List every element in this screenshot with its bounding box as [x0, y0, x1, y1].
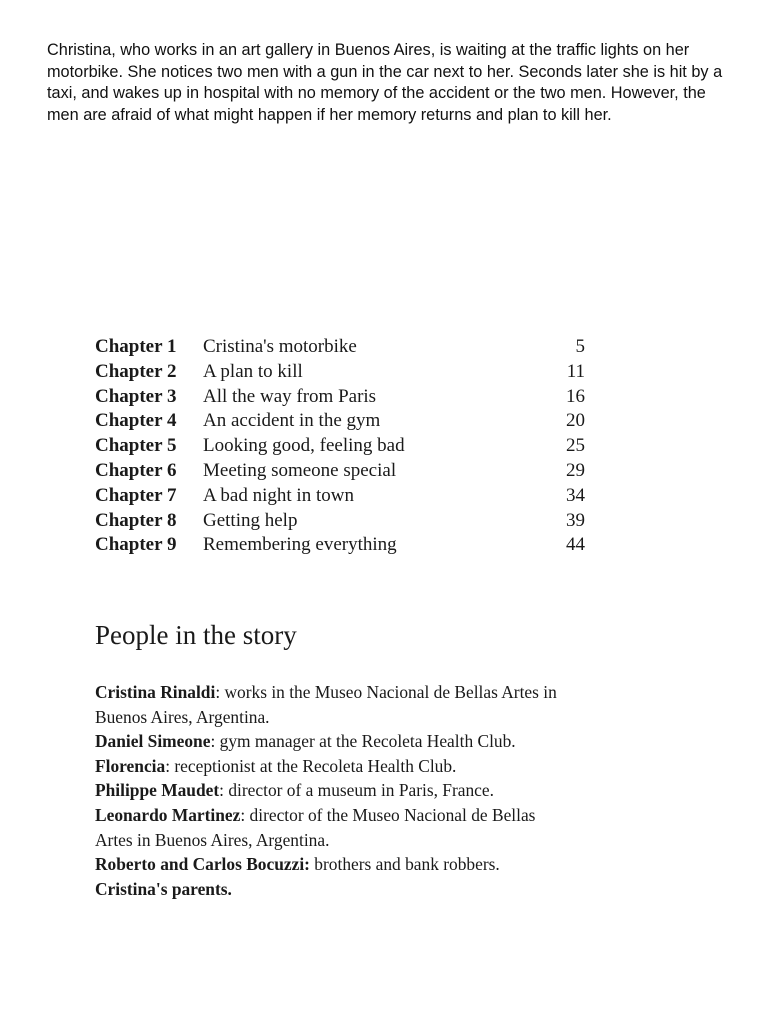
- toc-chapter-number: Chapter 3: [95, 385, 177, 407]
- toc-chapter-number: Chapter 5: [95, 435, 177, 457]
- toc-chapter-number: Chapter 2: [95, 360, 177, 382]
- people-list: [95, 680, 575, 901]
- toc-row: [95, 509, 585, 534]
- person-description: brothers and bank robbers.: [309, 854, 500, 875]
- person-entry: [95, 803, 575, 852]
- toc-row: [95, 533, 585, 558]
- person-description: : gym manager at the Recoleta Health Club.: [210, 731, 516, 752]
- toc-chapter-number: Chapter 1: [95, 336, 177, 357]
- person-description: : director of a museum in Paris, France.: [219, 780, 494, 801]
- toc-row: [95, 459, 585, 484]
- toc-chapter-number: Chapter 4: [95, 410, 177, 432]
- person-entry: [95, 680, 575, 729]
- toc-page-number: 20: [566, 410, 585, 432]
- toc-chapter-number: Chapter 7: [95, 484, 177, 506]
- person-entry: [95, 778, 575, 803]
- toc-chapter-title: Looking good, feeling bad: [203, 435, 405, 457]
- person-name: Cristina Rinaldi: [95, 682, 216, 702]
- person-name: Philippe Maudet: [95, 780, 220, 801]
- toc-page-number: 5: [575, 336, 585, 357]
- toc-chapter-title: A plan to kill: [203, 360, 303, 382]
- toc-page-number: 34: [566, 484, 585, 506]
- toc-page-number: 25: [566, 435, 585, 457]
- person-description: : director of the Museo Nacional de Bellas Artes in Buenos Aires, Argentina.: [95, 804, 536, 850]
- intro-paragraph: Christina, who works in an art gallery in Buenos Aires, is waiting at the traffic lights on her motorbike. She notices two men with a gun in the car next to her. Seconds later she is hit by a taxi, and wakes up in hospital with no memory of the accident or the two men. However, the men are afraid of what might happen if her memory returns and plan to kill her.: [47, 41, 723, 124]
- person-entry: [95, 877, 575, 902]
- person-entry: [95, 729, 575, 754]
- person-description: : receptionist at the Recoleta Health Club.: [165, 755, 457, 776]
- person-name: Leonardo Martinez: [95, 804, 241, 825]
- toc-row: [95, 409, 585, 434]
- toc-page-number: 11: [566, 360, 585, 382]
- person-name: Florencia: [95, 755, 166, 776]
- person-name: Roberto and Carlos Bocuzzi:: [95, 854, 310, 875]
- person-name: Cristina's parents.: [95, 878, 232, 899]
- toc-row: [95, 360, 585, 385]
- person-description: : works in the Museo Nacional de Bellas Artes in Buenos Aires, Argentina.: [95, 682, 557, 727]
- toc-page-number: 44: [566, 534, 585, 556]
- toc-chapter-number: Chapter 6: [95, 459, 177, 481]
- toc-page-number: 29: [566, 459, 585, 481]
- toc-chapter-title: Meeting someone special: [203, 459, 397, 481]
- toc-chapter-title: A bad night in town: [203, 484, 354, 506]
- person-name: Daniel Simeone: [95, 731, 211, 752]
- toc-chapter-title: Getting help: [203, 509, 298, 531]
- toc-row: [95, 434, 585, 459]
- table-of-contents: [95, 335, 585, 558]
- toc-chapter-title: An accident in the gym: [203, 410, 381, 432]
- people-heading: People in the story: [95, 620, 297, 650]
- toc-chapter-number: Chapter 8: [95, 509, 177, 531]
- toc-page-number: 16: [566, 385, 585, 407]
- toc-row: [95, 335, 585, 360]
- person-entry: [95, 852, 575, 877]
- toc-page-number: 39: [566, 509, 585, 531]
- toc-row: [95, 385, 585, 410]
- toc-chapter-title: Cristina's motorbike: [203, 336, 357, 357]
- person-entry: [95, 754, 575, 779]
- toc-row: [95, 484, 585, 509]
- toc-chapter-title: Remembering everything: [203, 534, 397, 556]
- toc-chapter-title: All the way from Paris: [203, 385, 377, 407]
- toc-chapter-number: Chapter 9: [95, 534, 177, 556]
